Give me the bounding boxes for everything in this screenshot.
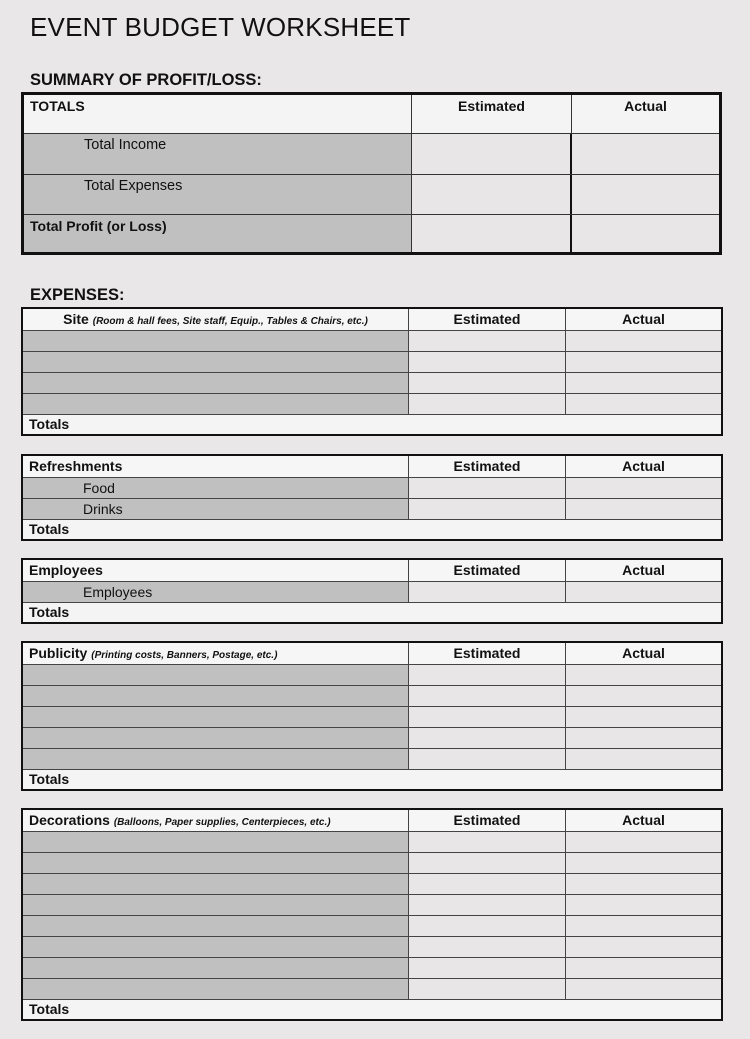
summary-col-actual: Actual [624, 98, 667, 114]
item-cell[interactable] [23, 686, 409, 706]
table-row [23, 498, 721, 519]
actual-cell[interactable] [566, 916, 721, 936]
estimated-cell[interactable] [409, 979, 566, 999]
item-cell[interactable] [23, 394, 409, 414]
refreshments-title: Refreshments [23, 456, 409, 477]
summary-col-estimated: Estimated [412, 95, 572, 133]
table-row [23, 664, 721, 685]
estimated-cell[interactable] [409, 582, 566, 602]
site-totals: Totals [23, 414, 721, 434]
employees-col-estimated: Estimated [409, 560, 566, 581]
actual-cell[interactable] [566, 478, 721, 498]
decorations-table [21, 808, 723, 1021]
table-row [23, 372, 721, 393]
total-profit-estimated[interactable] [412, 215, 572, 252]
estimated-cell[interactable] [409, 853, 566, 873]
decorations-col-estimated: Estimated [409, 810, 566, 831]
actual-cell[interactable] [566, 749, 721, 769]
publicity-title: Publicity (Printing costs, Banners, Postage, etc.) [23, 643, 409, 664]
decorations-header-row [23, 810, 721, 831]
table-row [23, 915, 721, 936]
estimated-cell[interactable] [409, 916, 566, 936]
table-row [23, 957, 721, 978]
actual-cell[interactable] [566, 874, 721, 894]
publicity-table [21, 641, 723, 791]
estimated-cell[interactable] [409, 373, 566, 393]
decorations-subtitle: (Balloons, Paper supplies, Centerpieces, etc.) [113, 817, 331, 828]
total-expenses-actual[interactable] [572, 175, 719, 214]
site-col-actual: Actual [622, 311, 665, 327]
publicity-col-estimated: Estimated [409, 643, 566, 664]
table-row [23, 706, 721, 727]
employees-table [21, 558, 723, 624]
table-row [23, 852, 721, 873]
item-cell[interactable] [23, 979, 409, 999]
item-cell[interactable] [23, 331, 409, 351]
refreshments-table [21, 454, 723, 541]
total-profit-actual[interactable] [572, 215, 719, 252]
estimated-cell[interactable] [409, 707, 566, 727]
estimated-cell[interactable] [409, 832, 566, 852]
actual-cell[interactable] [566, 853, 721, 873]
site-col-estimated: Estimated [409, 309, 566, 330]
item-cell[interactable] [23, 874, 409, 894]
actual-cell[interactable] [566, 895, 721, 915]
publicity-col-actual: Actual [622, 645, 665, 661]
actual-cell[interactable] [566, 707, 721, 727]
page-title: EVENT BUDGET WORKSHEET [30, 12, 411, 42]
table-row [23, 477, 721, 498]
item-cell[interactable] [23, 853, 409, 873]
actual-cell[interactable] [566, 979, 721, 999]
item-cell[interactable] [23, 895, 409, 915]
site-title: Site (Room & hall fees, Site staff, Equip., Tables & Chairs, etc.) [23, 309, 409, 330]
actual-cell[interactable] [566, 352, 721, 372]
food-label: Food [23, 478, 409, 498]
estimated-cell[interactable] [409, 958, 566, 978]
total-income-actual[interactable] [572, 134, 719, 174]
publicity-subtitle: (Printing costs, Banners, Postage, etc.) [91, 650, 278, 661]
estimated-cell[interactable] [409, 331, 566, 351]
actual-cell[interactable] [566, 937, 721, 957]
actual-cell[interactable] [566, 832, 721, 852]
estimated-cell[interactable] [409, 874, 566, 894]
table-row [23, 393, 721, 414]
item-cell[interactable] [23, 707, 409, 727]
summary-row-income [24, 134, 719, 175]
employees-label: Employees [23, 582, 409, 602]
table-row [23, 873, 721, 894]
estimated-cell[interactable] [409, 352, 566, 372]
actual-cell[interactable] [566, 958, 721, 978]
total-income-estimated[interactable] [412, 134, 572, 174]
refreshments-totals: Totals [23, 519, 721, 539]
item-cell[interactable] [23, 665, 409, 685]
item-cell[interactable] [23, 958, 409, 978]
summary-heading: SUMMARY OF PROFIT/LOSS: [30, 71, 262, 89]
actual-cell[interactable] [566, 728, 721, 748]
item-cell[interactable] [23, 832, 409, 852]
estimated-cell[interactable] [409, 499, 566, 519]
decorations-totals: Totals [23, 999, 721, 1019]
table-row [23, 581, 721, 602]
item-cell[interactable] [23, 373, 409, 393]
employees-col-actual: Actual [622, 562, 665, 578]
expenses-heading: EXPENSES: [30, 286, 125, 304]
decorations-col-actual: Actual [622, 812, 665, 828]
estimated-cell[interactable] [409, 686, 566, 706]
summary-col-totals: TOTALS [24, 95, 412, 133]
drinks-label: Drinks [23, 499, 409, 519]
refreshments-col-estimated: Estimated [409, 456, 566, 477]
estimated-cell[interactable] [409, 728, 566, 748]
total-profit-label: Total Profit (or Loss) [24, 215, 412, 252]
publicity-header-row [23, 643, 721, 664]
site-subtitle: (Room & hall fees, Site staff, Equip., Tables & Chairs, etc.) [92, 316, 368, 327]
item-cell[interactable] [23, 916, 409, 936]
summary-row-profit [24, 215, 719, 252]
estimated-cell[interactable] [409, 394, 566, 414]
item-cell[interactable] [23, 352, 409, 372]
actual-cell[interactable] [566, 582, 721, 602]
employees-header-row [23, 560, 721, 581]
actual-cell[interactable] [566, 373, 721, 393]
refreshments-col-actual: Actual [622, 458, 665, 474]
item-cell[interactable] [23, 728, 409, 748]
refreshments-header-row [23, 456, 721, 477]
item-cell[interactable] [23, 937, 409, 957]
table-row [23, 831, 721, 852]
table-row [23, 936, 721, 957]
total-expenses-estimated[interactable] [412, 175, 572, 214]
actual-cell[interactable] [566, 499, 721, 519]
item-cell[interactable] [23, 749, 409, 769]
summary-header-row [24, 95, 719, 134]
actual-cell[interactable] [566, 686, 721, 706]
employees-title: Employees [23, 560, 409, 581]
table-row [23, 685, 721, 706]
estimated-cell[interactable] [409, 937, 566, 957]
site-table [21, 307, 723, 436]
estimated-cell[interactable] [409, 478, 566, 498]
actual-cell[interactable] [566, 665, 721, 685]
table-row [23, 330, 721, 351]
estimated-cell[interactable] [409, 749, 566, 769]
table-row [23, 727, 721, 748]
estimated-cell[interactable] [409, 665, 566, 685]
summary-row-expenses [24, 175, 719, 215]
total-expenses-label: Total Expenses [24, 175, 412, 214]
actual-cell[interactable] [566, 331, 721, 351]
table-row [23, 351, 721, 372]
table-row [23, 978, 721, 999]
estimated-cell[interactable] [409, 895, 566, 915]
table-row [23, 748, 721, 769]
employees-totals: Totals [23, 602, 721, 622]
summary-table [21, 92, 722, 255]
publicity-totals: Totals [23, 769, 721, 789]
total-income-label: Total Income [24, 134, 412, 174]
table-row [23, 894, 721, 915]
actual-cell[interactable] [566, 394, 721, 414]
site-header-row [23, 309, 721, 330]
decorations-title: Decorations (Balloons, Paper supplies, Centerpieces, etc.) [23, 810, 409, 831]
